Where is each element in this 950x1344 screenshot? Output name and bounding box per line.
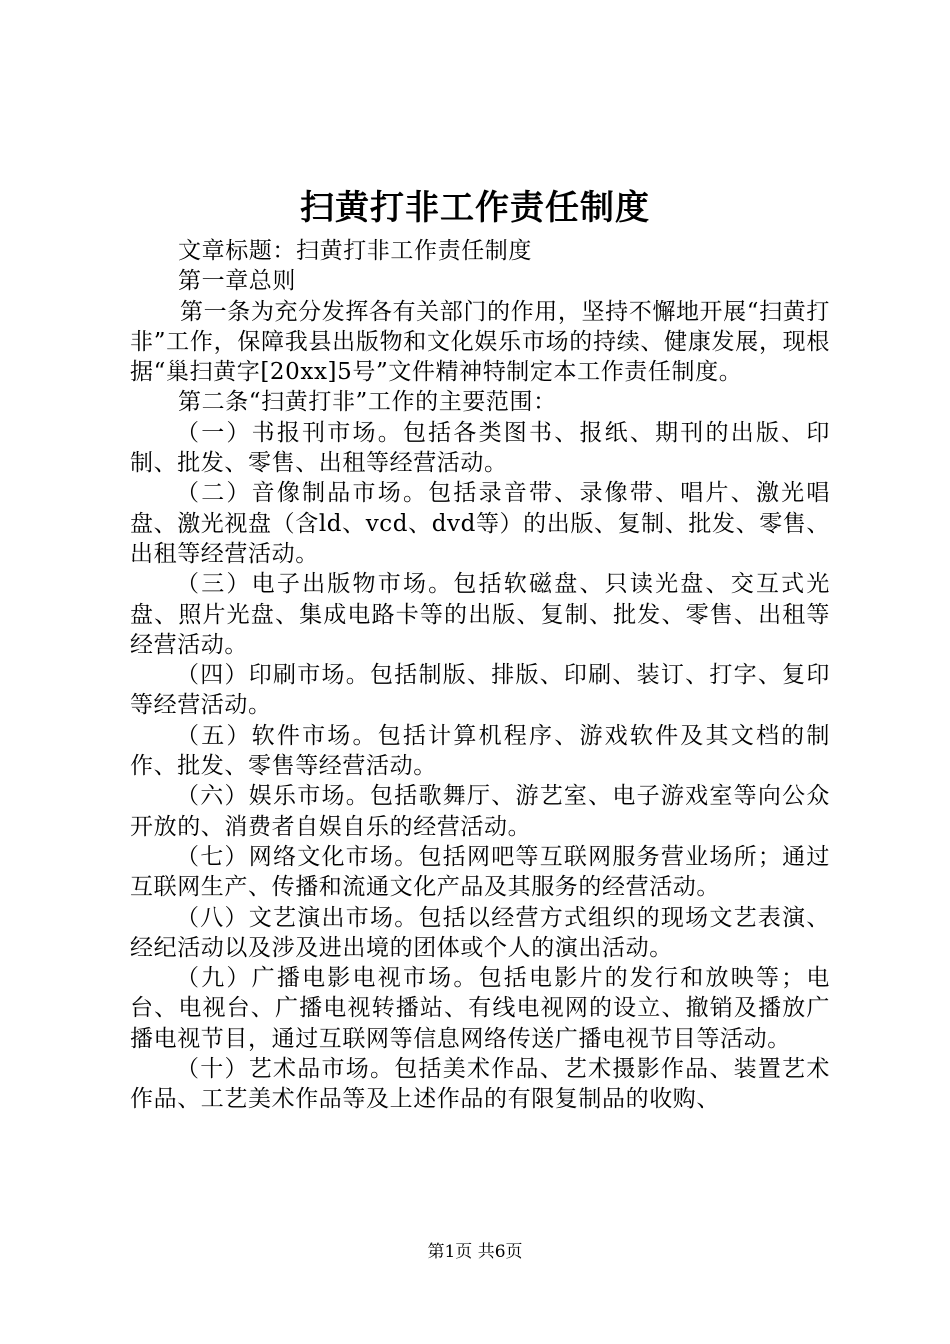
- paragraph-item-1: （一）书报刊市场。包括各类图书、报纸、期刊的出版、印制、批发、零售、出租等经营活动。: [130, 419, 830, 477]
- paragraph-item-7: （七）网络文化市场。包括网吧等互联网服务营业场所；通过互联网生产、传播和流通文化产品及其服务的经营活动。: [130, 843, 830, 901]
- paragraph-article-2: 第二条“扫黄打非”工作的主要范围：: [178, 389, 557, 416]
- paragraph-item-4: （四）印刷市场。包括制版、排版、印刷、装订、打字、复印等经营活动。: [130, 662, 830, 719]
- paragraph-item-9: （九）广播电影电视市场。包括电影片的发行和放映等；电台、电视台、广播电视转播站、有线电视网的设立、撤销及播放广播电视节目，通过互联网等信息网络传送广播电视节目等活动。: [130, 965, 830, 1052]
- document-title: 扫黄打非工作责任制度: [300, 188, 650, 228]
- paragraph-item-8: （八）文艺演出市场。包括以经营方式组织的现场文艺表演、经纪活动以及涉及进出境的团体或个人的演出活动。: [130, 904, 830, 961]
- paragraph-item-5: （五）软件市场。包括计算机程序、游戏软件及其文档的制作、批发、零售等经营活动。: [130, 722, 830, 780]
- document-body: [130, 236, 830, 1115]
- paragraph-item-2: （二）音像制品市场。包括录音带、录像带、唱片、激光唱盘、激光视盘（含ld、vcd、dvd等）的出版、复制、批发、零售、出租等经营活动。: [130, 480, 830, 567]
- paragraph-item-6: （六）娱乐市场。包括歌舞厅、游艺室、电子游戏室等向公众开放的、消费者自娱自乐的经营活动。: [130, 783, 830, 840]
- paragraph-article-1: 第一条为充分发挥各有关部门的作用，坚持不懈地开展“扫黄打非”工作，保障我县出版物和文化娱乐市场的持续、健康发展，现根据“巢扫黄字[20xx]5号”文件精神特制定本工作责任制度。: [130, 298, 830, 386]
- chapter-heading: 第一章总则: [178, 268, 296, 295]
- paragraph-item-10: （十）艺术品市场。包括美术作品、艺术摄影作品、装置艺术作品、工艺美术作品等及上述作品的有限复制品的收购、: [130, 1056, 830, 1113]
- page-number-footer: 第1页 共6页: [427, 1242, 523, 1262]
- article-title-line: 文章标题：扫黄打非工作责任制度: [178, 238, 532, 264]
- paragraph-item-3: （三）电子出版物市场。包括软磁盘、只读光盘、交互式光盘、照片光盘、集成电路卡等的出版、复制、批发、零售、出租等经营活动。: [130, 571, 830, 658]
